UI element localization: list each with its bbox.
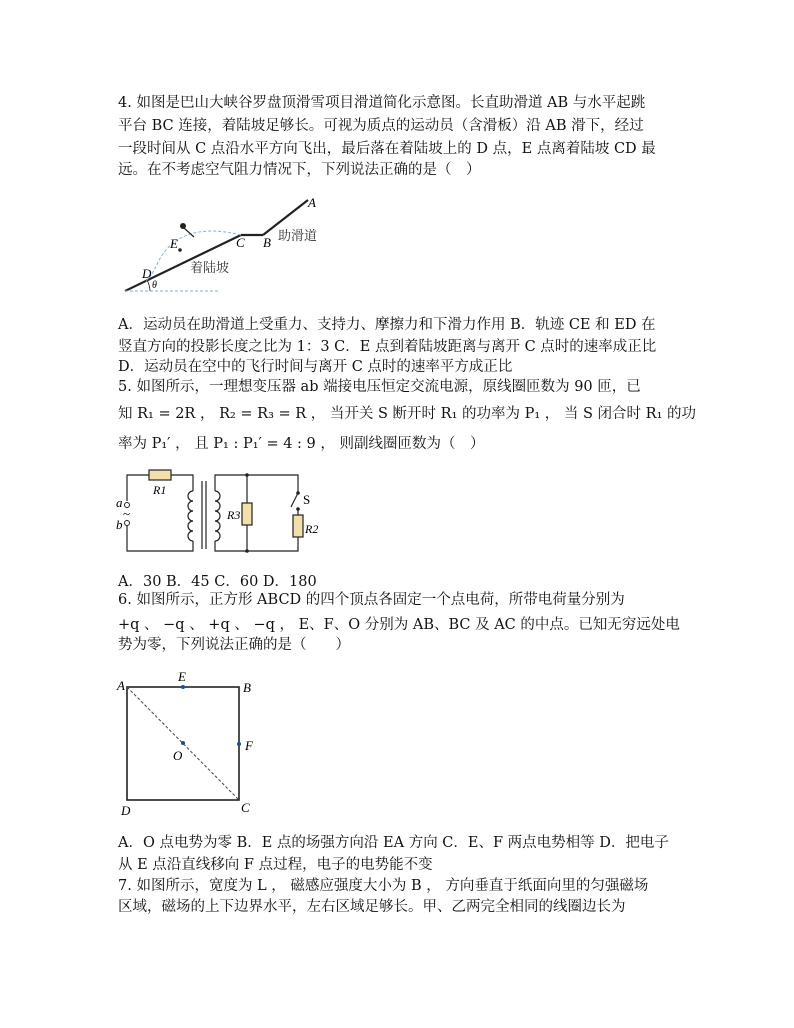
label-e: E [170, 236, 178, 251]
label-d: D [142, 266, 152, 281]
q4-stem-line-2: 平台 BC 连接，着陆坡足够长。可视为质点的运动员（含滑板）沿 AB 滑下，经过 [118, 118, 644, 134]
point-e-dot [178, 248, 182, 252]
q5-stem-line-1: 5. 如图所示，一理想变压器 ab 端接电压恒定交流电源，原线圈匝数为 90 匝，已 [118, 379, 641, 395]
q6-options-line-1: A．O 点电势为零 B．E 点的场强方向沿 EA 方向 C．E、F 两点电势相等 D．把电子 [118, 835, 669, 851]
ski-slope-diagram [118, 190, 338, 305]
label-a-terminal: a [116, 495, 123, 510]
label-b: B [243, 680, 251, 695]
label-ac-symbol: ~ [123, 506, 131, 521]
label-c: C [236, 235, 245, 250]
label-b: B [263, 235, 271, 250]
q6-stem-line-1: 6. 如图所示，正方形 ABCD 的四个顶点各固定一个点电荷，所带电荷量分别为 [118, 592, 625, 608]
label-a: A [117, 678, 125, 693]
q7-stem-line-1: 7. 如图所示，宽度为 L ， 磁感应强度大小为 B ， 方向垂直于纸面向里的匀强磁场 [118, 878, 649, 894]
square-charges-diagram [115, 670, 265, 820]
label-e: E [178, 670, 186, 684]
q4-options-line-3: D．运动员在空中的飞行时间与离开 C 点时的速率平方成正比 [118, 359, 513, 375]
label-ramp: 助滑道 [278, 228, 318, 243]
q6-stem-line-2: +q 、 −q 、 +q 、 −q ， E、F、O 分别为 AB、BC 及 AC 的中点。已知无穷远处电 [118, 617, 680, 633]
label-r3: R3 [227, 508, 241, 522]
label-theta: θ [152, 280, 157, 291]
q6-options-line-2: 从 E 点沿直线移向 F 点过程，电子的电势能不变 [118, 857, 433, 873]
q4-options-line-1: A．运动员在助滑道上受重力、支持力、摩擦力和下滑力作用 B．轨迹 CE 和 ED 在 [118, 317, 656, 333]
transformer-circuit-diagram [113, 463, 328, 563]
skier-dot [180, 223, 186, 229]
q6-stem-line-3: 势为零，下列说法正确的是（ ） [118, 637, 350, 653]
label-r1: R1 [153, 483, 167, 497]
q7-stem-line-2: 区域，磁场的上下边界水平，左右区域足够长。甲、乙两完全相同的线圈边长为 [118, 899, 626, 915]
label-landing-slope: 着陆坡 [190, 260, 230, 275]
label-c: C [241, 800, 250, 815]
q5-stem-line-3: 率为 P₁′ ， 且 P₁ : P₁′ = 4 : 9 ， 则副线圈匝数为（ ） [118, 436, 485, 452]
label-switch-s: S [303, 492, 311, 507]
label-f: F [245, 738, 253, 753]
q4-stem-line-4: 远。在不考虑空气阻力情况下，下列说法正确的是（ ） [118, 162, 481, 178]
q5-stem-line-2: 知 R₁ = 2R ， R₂ = R₃ = R ， 当开关 S 断开时 R₁ 的功率为 P₁ ， 当 S 闭合时 R₁ 的功 [118, 406, 696, 422]
q4-options-line-2: 竖直方向的投影长度之比为 1：3 C．E 点到着陆坡距离与离开 C 点时的速率成正比 [118, 339, 657, 355]
label-o: O [173, 748, 183, 763]
label-b-terminal: b [116, 517, 123, 532]
label-r2: R2 [305, 522, 319, 536]
label-a: A [308, 195, 316, 210]
label-d: D [121, 803, 131, 818]
q5-options: A．30 B．45 C．60 D．180 [118, 574, 317, 590]
q4-stem-line-1: 4. 如图是巴山大峡谷罗盘顶滑雪项目滑道简化示意图。长直助滑道 AB 与水平起跳 [118, 95, 646, 111]
q4-stem-line-3: 一段时间从 C 点沿水平方向飞出，最后落在着陆坡上的 D 点，E 点离着陆坡 CD 最 [118, 141, 656, 157]
